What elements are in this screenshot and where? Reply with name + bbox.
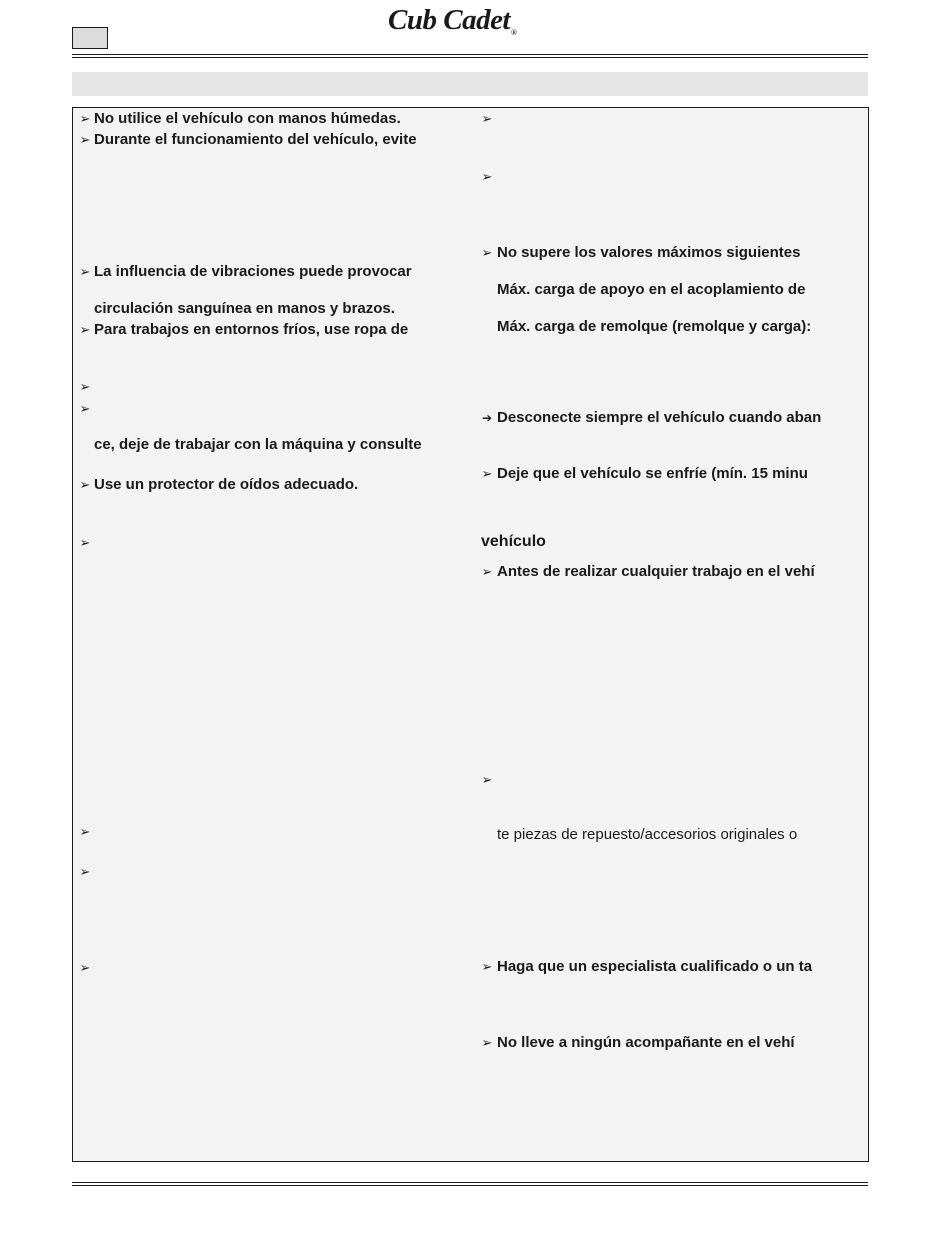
triangle-arrow-bullet-icon: ➢ — [79, 824, 91, 839]
triangle-arrow-bullet-icon: ➢ — [79, 960, 91, 975]
right-line-4: Desconecte siempre el vehículo cuando aban — [497, 409, 822, 426]
triangle-arrow-bullet-icon: ➢ — [79, 477, 91, 492]
triangle-arrow-bullet-icon: ➢ — [79, 111, 91, 126]
triangle-arrow-bullet-icon: ➢ — [79, 132, 91, 147]
triangle-arrow-bullet-icon: ➢ — [481, 111, 493, 126]
right-line-7: te piezas de repuesto/accesorios originales o — [497, 826, 798, 843]
triangle-arrow-bullet-icon: ➢ — [79, 535, 91, 550]
triangle-arrow-bullet-icon: ➢ — [79, 322, 91, 337]
left-line-2: Durante el funcionamiento del vehículo, evite — [94, 131, 417, 148]
footer-rule — [72, 1182, 868, 1183]
right-line-2: Máx. carga de apoyo en el acoplamiento de — [497, 281, 806, 298]
right-line-3: Máx. carga de remolque (remolque y carga): — [497, 318, 812, 335]
registered-mark: ® — [511, 28, 517, 37]
triangle-arrow-bullet-icon: ➢ — [481, 959, 493, 974]
header-rule — [72, 54, 868, 55]
left-line-6: ce, deje de trabajar con la máquina y consulte — [94, 436, 422, 453]
left-line-7: Use un protector de oídos adecuado. — [94, 476, 359, 493]
triangle-arrow-bullet-icon: ➢ — [481, 1035, 493, 1050]
left-line-4: circulación sanguínea en manos y brazos. — [94, 300, 395, 317]
page-number-box — [72, 27, 108, 49]
left-line-5: Para trabajos en entornos fríos, use ropa de — [94, 321, 409, 338]
triangle-arrow-bullet-icon: ➢ — [481, 772, 493, 787]
section-heading: vehículo — [481, 533, 546, 550]
brand-name: Cub Cadet — [388, 4, 510, 36]
triangle-arrow-bullet-icon: ➢ — [79, 401, 91, 416]
section-title-bar — [72, 72, 868, 96]
right-line-9: No lleve a ningún acompañante en el vehí — [497, 1034, 795, 1051]
triangle-arrow-bullet-icon: ➢ — [481, 466, 493, 481]
triangle-arrow-bullet-icon: ➢ — [79, 264, 91, 279]
right-line-8: Haga que un especialista cualificado o un ta — [497, 958, 813, 975]
triangle-arrow-bullet-icon: ➢ — [481, 169, 493, 184]
right-line-6: Antes de realizar cualquier trabajo en el vehí — [497, 563, 815, 580]
left-line-1: No utilice el vehículo con manos húmedas. — [94, 110, 401, 127]
footer-rule-thin — [72, 1185, 868, 1186]
header-rule-thin — [72, 57, 868, 58]
left-line-3: La influencia de vibraciones puede provocar — [94, 263, 412, 280]
brand-logo — [388, 4, 568, 37]
right-line-1: No supere los valores máximos siguientes — [497, 244, 801, 261]
triangle-arrow-bullet-icon: ➢ — [481, 245, 493, 260]
triangle-arrow-bullet-icon: ➢ — [79, 379, 91, 394]
triangle-arrow-bullet-icon: ➢ — [481, 564, 493, 579]
right-arrow-bullet-icon: ➔ — [481, 411, 493, 425]
triangle-arrow-bullet-icon: ➢ — [79, 864, 91, 879]
right-line-5: Deje que el vehículo se enfríe (mín. 15 minu — [497, 465, 808, 482]
